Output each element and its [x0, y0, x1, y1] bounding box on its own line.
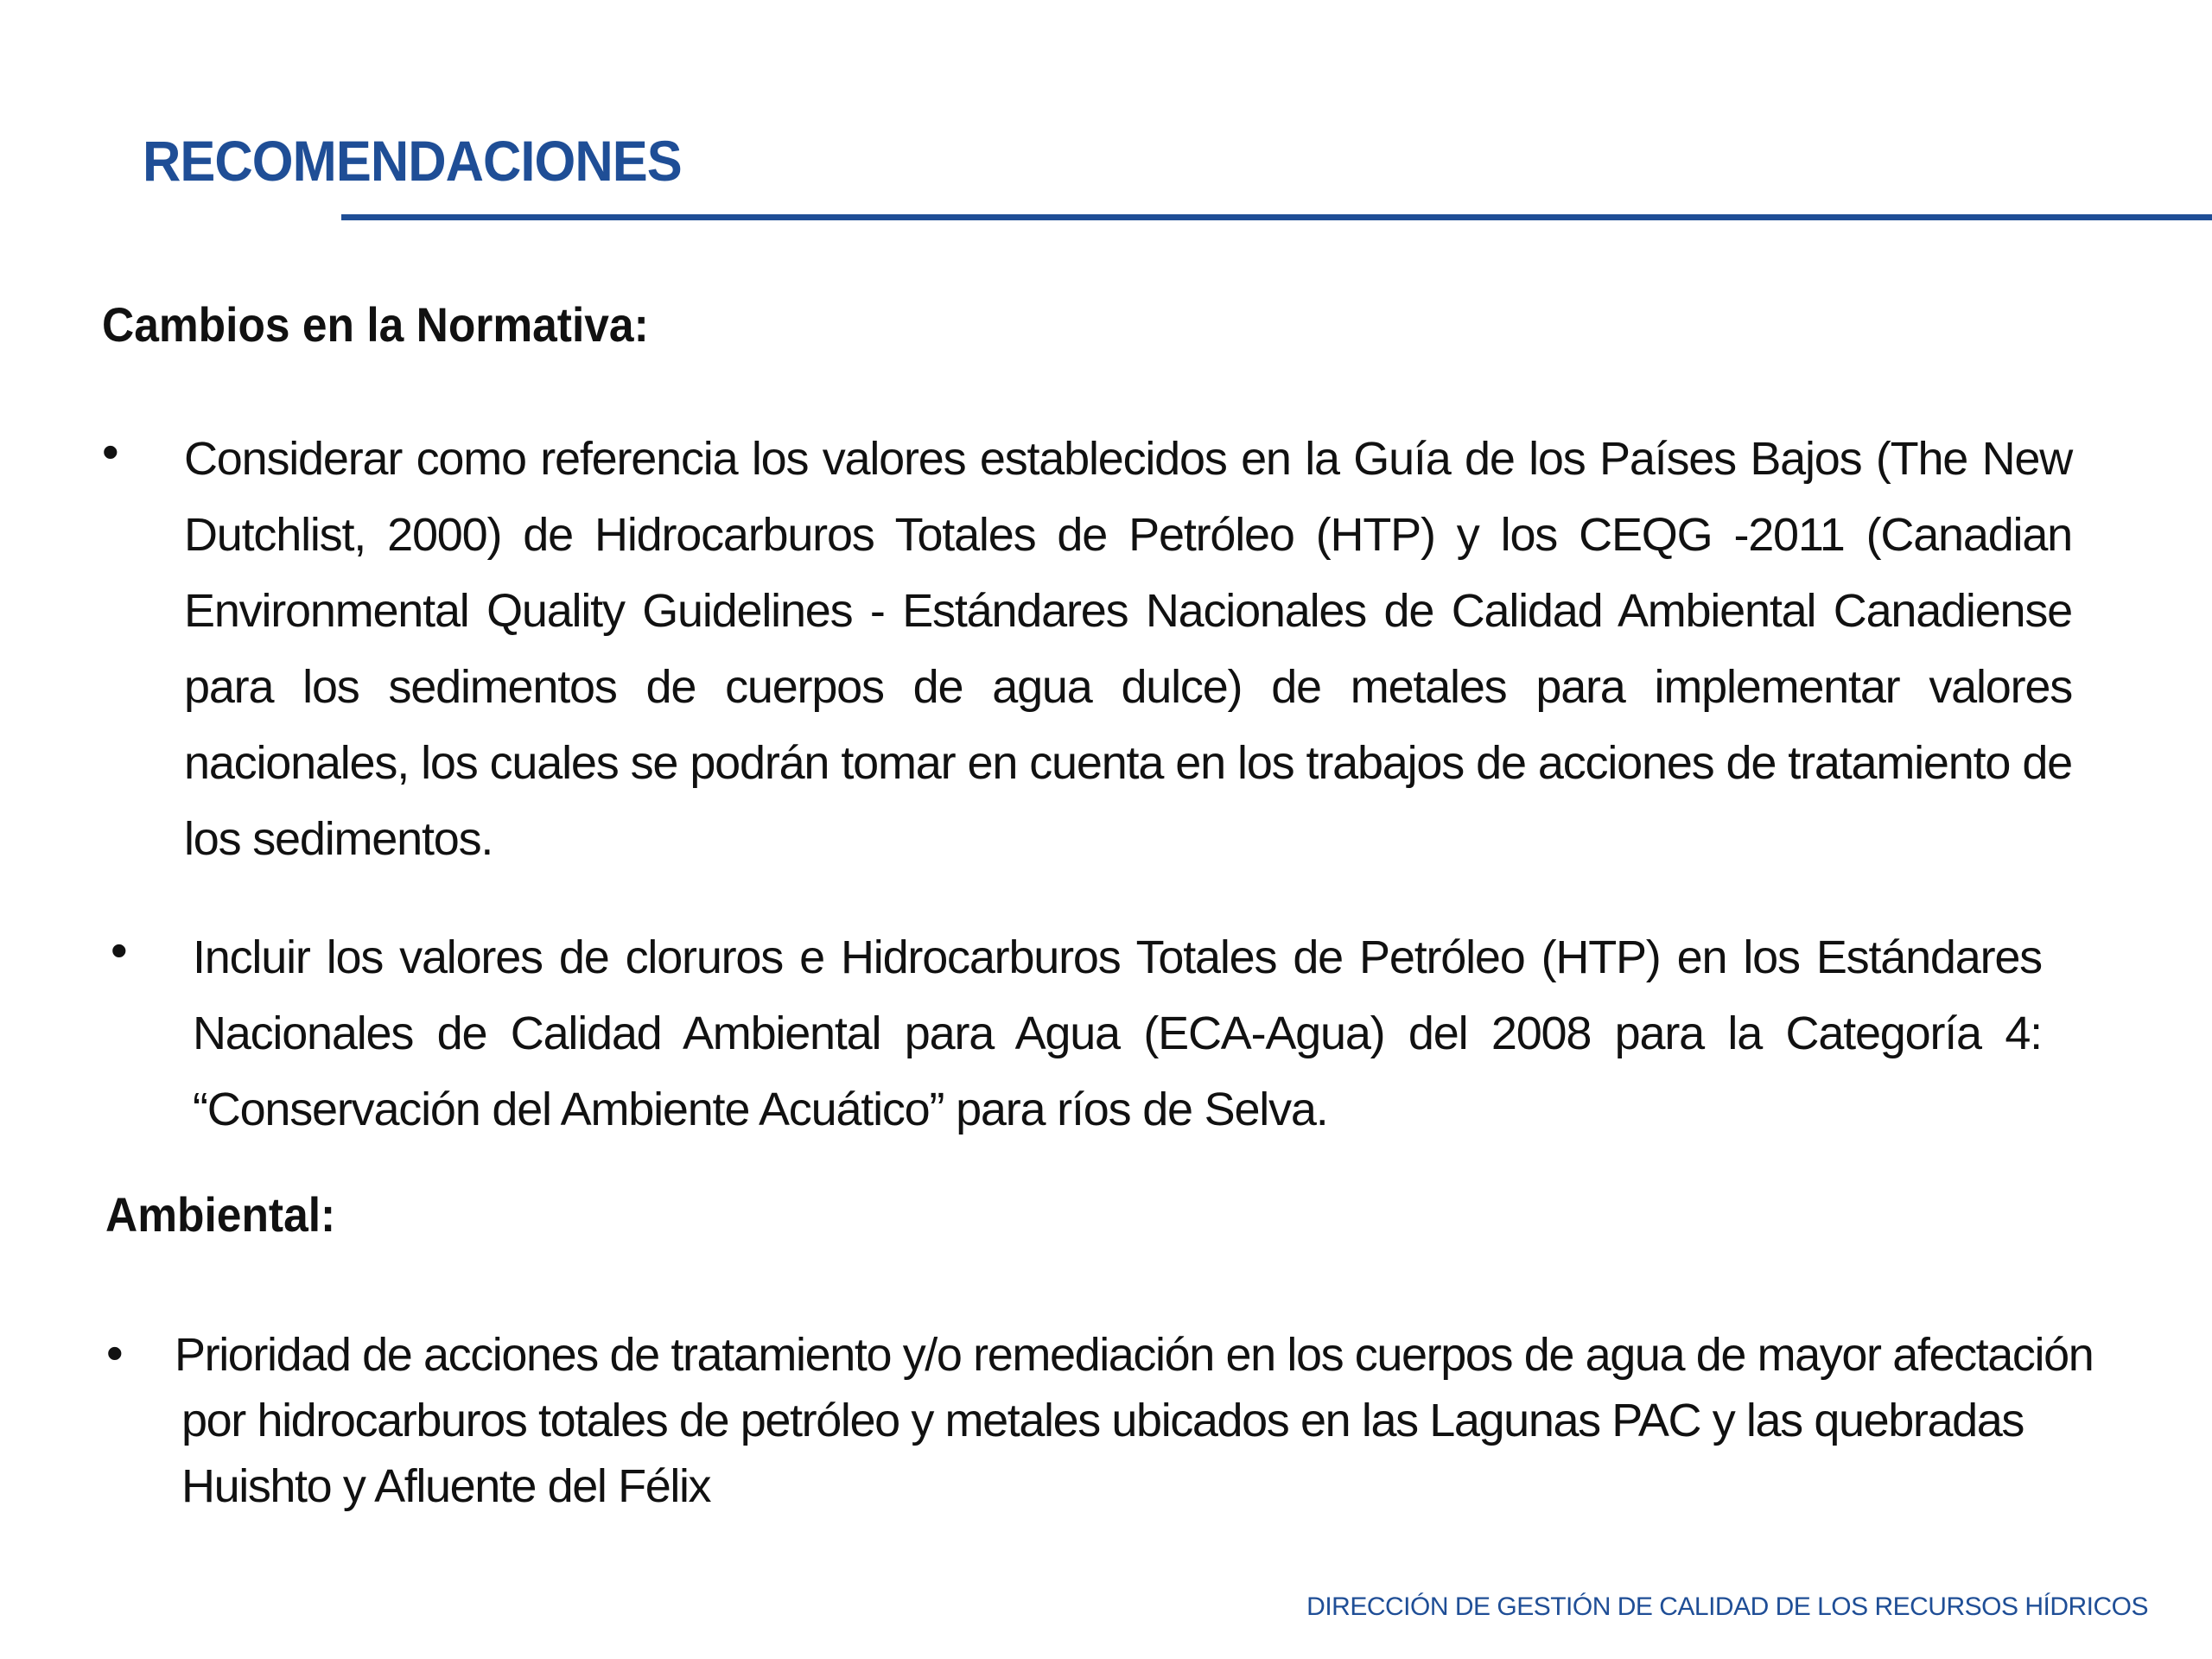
footer-institution: DIRECCIÓN DE GESTIÓN DE CALIDAD DE LOS RECURSOS HÍDRICOS [1306, 1592, 2148, 1621]
recommendation-line: Huishto y Afluente del Félix [181, 1460, 711, 1512]
section-heading-ambiental: Ambiental: [105, 1187, 336, 1242]
title-divider [341, 214, 2212, 220]
recommendation-item-eca-agua: Incluir los valores de cloruros e Hidrocarburos Totales de Petróleo (HTP) en los Estándares Nacionales de Calidad Ambiental para Agua (ECA-Agua) del 2008 para la Categoría 4: “Conservación del Ambiente Acuático” para ríos de Selva. [193, 931, 2042, 1135]
slide-title: RECOMENDACIONES [143, 129, 682, 193]
section-heading-normativa: Cambios en la Normativa: [102, 297, 649, 352]
bullet-marker: • [102, 424, 119, 479]
bullet-marker: • [111, 923, 128, 977]
recommendation-item-dutchlist: Considerar como referencia los valores establecidos en la Guía de los Países Bajos (The New Dutchlist, 2000) de Hidrocarburos Totales de Petróleo (HTP) y los CEQG -2011 (Canadian Environmental Quality Guidelines - Estándares Nacionales de Calidad Ambiental Canadiense para los sedimentos de cuerpos de agua dulce) de metales para implementar valores nacionales, los cuales se podrán tomar en cuenta en los trabajos de acciones de tratamiento de los sedimentos. [184, 433, 2072, 865]
bullet-marker: • [106, 1325, 124, 1380]
recommendation-line: Prioridad de acciones de tratamiento y/o remediación en los cuerpos de agua de mayor afectación [175, 1329, 2094, 1381]
recommendation-item-remediacion [175, 1322, 2179, 1519]
recommendation-line: por hidrocarburos totales de petróleo y metales ubicados en las Lagunas PAC y las quebradas [181, 1395, 2024, 1446]
